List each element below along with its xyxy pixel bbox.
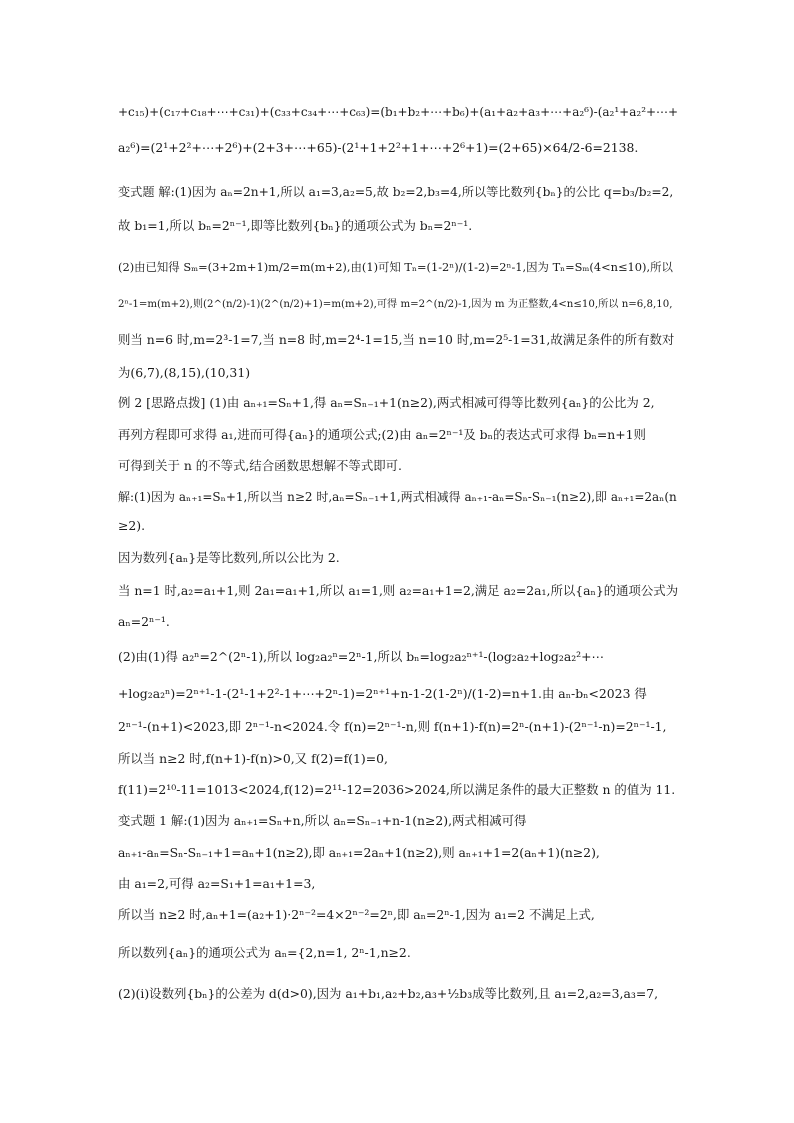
text-line: (2)由(1)得 a₂ⁿ=2^(2ⁿ-1),所以 log₂a₂ⁿ=2ⁿ-1,所以 bₙ=log₂a₂ⁿ⁺¹-(log₂a₂+log₂a₂²+⋯ bbox=[118, 649, 604, 664]
text-line: f(11)=2¹⁰-11=1013<2024,f(12)=2¹¹-12=2036>2024,所以满足条件的最大正整数 n 的值为 11. bbox=[118, 782, 676, 797]
text-line: 变式题 解:(1)因为 aₙ=2n+1,所以 a₁=3,a₂=5,故 b₂=2,b₃=4,所以等比数列{bₙ}的公比 q=b₃/b₂=2, bbox=[118, 185, 674, 199]
text-line: 变式题 1 解:(1)因为 aₙ₊₁=Sₙ+n,所以 aₙ=Sₙ₋₁+n-1(n≥2),两式相减可得 bbox=[118, 813, 527, 828]
text-line: 则当 n=6 时,m=2³-1=7,当 n=8 时,m=2⁴-1=15,当 n=10 时,m=2⁵-1=31,故满足条件的所有数对 bbox=[118, 332, 675, 347]
text-line: 因为数列{aₙ}是等比数列,所以公比为 2. bbox=[118, 550, 340, 565]
text-line: a₂⁶)=(2¹+2²+⋯+2⁶)+(2+3+⋯+65)-(2¹+1+2²+1+⋯+2⁶+1)=(2+65)×64/2-6=2138. bbox=[118, 140, 639, 155]
text-line: 当 n=1 时,a₂=a₁+1,则 2a₁=a₁+1,所以 a₁=1,则 a₂=a₁+1=2,满足 a₂=2a₁,所以{aₙ}的通项公式为 bbox=[118, 583, 679, 598]
text-line: +log₂a₂ⁿ)=2ⁿ⁺¹-1-(2¹-1+2²-1+⋯+2ⁿ-1)=2ⁿ⁺¹+n-1-2(1-2ⁿ)/(1-2)=n+1.由 aₙ-bₙ<2023 得 bbox=[118, 686, 647, 701]
text-line: 所以当 n≥2 时,f(n+1)-f(n)>0,又 f(2)=f(1)=0, bbox=[118, 751, 388, 766]
text-line: 再列方程即可求得 a₁,进而可得{aₙ}的通项公式;(2)由 aₙ=2ⁿ⁻¹及 bₙ的表达式可求得 bₙ=n+1则 bbox=[118, 427, 646, 442]
text-line: (2)由已知得 Sₘ=(3+2m+1)m/2=m(m+2),由(1)可知 Tₙ=(1-2ⁿ)/(1-2)=2ⁿ-1,因为 Tₙ=Sₘ(4<n≤10),所以 bbox=[118, 260, 673, 274]
text-line: 2ⁿ-1=m(m+2),则(2^(n/2)-1)(2^(n/2)+1)=m(m+2),可得 m=2^(n/2)-1,因为 m 为正整数,4<n≤10,所以 n=6,8,10, bbox=[118, 299, 673, 310]
text-line: 解:(1)因为 aₙ₊₁=Sₙ+1,所以当 n≥2 时,aₙ=Sₙ₋₁+1,两式相减得 aₙ₊₁-aₙ=Sₙ-Sₙ₋₁(n≥2),即 aₙ₊₁=2aₙ(n bbox=[118, 490, 677, 504]
text-line: 由 a₁=2,可得 a₂=S₁+1=a₁+1=3, bbox=[118, 876, 316, 891]
text-line: +c₁₅)+(c₁₇+c₁₈+⋯+c₃₁)+(c₃₃+c₃₄+⋯+c₆₃)=(b₁+b₂+⋯+b₆)+(a₁+a₂+a₃+⋯+a₂⁶)-(a₂¹+a₂²+⋯+ bbox=[118, 105, 679, 119]
text-line: (2)(i)设数列{bₙ}的公差为 d(d>0),因为 a₁+b₁,a₂+b₂,a₃+½b₃成等比数列,且 a₁=2,a₂=3,a₃=7, bbox=[118, 986, 659, 1001]
text-line: 所以当 n≥2 时,aₙ+1=(a₂+1)·2ⁿ⁻²=4×2ⁿ⁻²=2ⁿ,即 aₙ=2ⁿ-1,因为 a₁=2 不满足上式, bbox=[118, 907, 595, 922]
text-line: 为(6,7),(8,15),(10,31) bbox=[118, 365, 251, 380]
text-line: 2ⁿ⁻¹-(n+1)<2023,即 2ⁿ⁻¹-n<2024.令 f(n)=2ⁿ⁻¹-n,则 f(n+1)-f(n)=2ⁿ-(n+1)-(2ⁿ⁻¹-n)=2ⁿ⁻¹-1, bbox=[118, 719, 667, 734]
text-line: 可得到关于 n 的不等式,结合函数思想解不等式即可. bbox=[118, 458, 402, 473]
text-line: 所以数列{aₙ}的通项公式为 aₙ={2,n=1, 2ⁿ-1,n≥2. bbox=[118, 945, 411, 960]
text-line: aₙ₊₁-aₙ=Sₙ-Sₙ₋₁+1=aₙ+1(n≥2),即 aₙ₊₁=2aₙ+1(n≥2),则 aₙ₊₁+1=2(aₙ+1)(n≥2), bbox=[118, 845, 600, 860]
text-line: ≥2). bbox=[118, 518, 146, 533]
text-line: 例 2 [思路点拨] (1)由 aₙ₊₁=Sₙ+1,得 aₙ=Sₙ₋₁+1(n≥2),两式相减可得等比数列{aₙ}的公比为 2, bbox=[118, 395, 655, 410]
text-line: 故 b₁=1,所以 bₙ=2ⁿ⁻¹,即等比数列{bₙ}的通项公式为 bₙ=2ⁿ⁻¹. bbox=[118, 218, 473, 233]
text-line: aₙ=2ⁿ⁻¹. bbox=[118, 614, 170, 629]
